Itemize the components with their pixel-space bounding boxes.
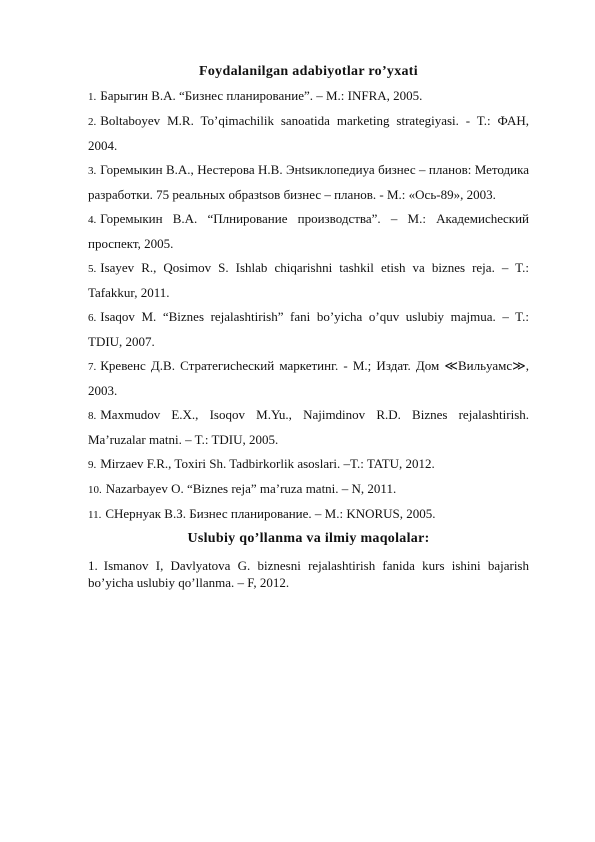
reference-number: 5. xyxy=(88,263,97,275)
reference-number: 9. xyxy=(88,459,97,471)
tutorial-item xyxy=(88,557,529,591)
tutorial-list xyxy=(88,557,529,591)
reference-item xyxy=(88,305,529,354)
tutorial-text: Ismanov I, Davlyatova G. biznesni rejalashtirish fanida kurs ishini bajarish bo’yicha uslubiy qo’llanma. – F, 2012. xyxy=(88,558,529,590)
reference-text: Maxmudov E.X., Isoqov M.Yu., Najimdinov R.D. Biznes rejalashtirish. Ma’ruzalar matni. – T.: TDIU, 2005. xyxy=(88,407,529,447)
document-page xyxy=(88,60,529,591)
reference-number: 8. xyxy=(88,410,97,422)
reference-item xyxy=(88,502,529,527)
reference-number: 1. xyxy=(88,91,97,103)
reference-number: 6. xyxy=(88,312,97,324)
reference-text: Кревенс Д.В. Стратегиcheский маркетинг. - М.; Издат. Дом ≪Вильуамс≫, 2003. xyxy=(88,358,529,398)
reference-number: 4. xyxy=(88,214,97,226)
references-heading: Foydalanilgan adabiyotlar ro’yxati xyxy=(199,64,418,79)
reference-item xyxy=(88,158,529,207)
reference-number: 7. xyxy=(88,361,97,373)
reference-text: Барыгин В.А. “Бизнес планирование”. – М.: INFRA, 2005. xyxy=(100,88,423,103)
reference-list xyxy=(88,84,529,527)
tutorials-heading: Uslubiy qo’llanma va ilmiy maqolalar: xyxy=(187,531,430,546)
reference-number: 2. xyxy=(88,116,97,128)
reference-number: 11. xyxy=(88,509,102,521)
reference-item xyxy=(88,109,529,158)
reference-text: Boltaboyev M.R. To’qimachilik sanoatida marketing strategiyasi. - T.: ФАН, 2004. xyxy=(88,113,529,153)
reference-text: Isayev R., Qosimov S. Ishlab chiqarishni tashkil etish va biznes reja. – T.: Tafakkur, 2011. xyxy=(88,260,529,300)
reference-number: 10. xyxy=(88,484,102,496)
tutorial-number: 1. xyxy=(88,558,98,573)
reference-text: CHернуак В.З. Бизнес планирование. – М.: KNORUS, 2005. xyxy=(105,506,436,521)
reference-item xyxy=(88,403,529,452)
reference-item xyxy=(88,207,529,256)
reference-item xyxy=(88,354,529,403)
reference-text: Nazarbayev O. “Biznes reja” ma’ruza matni. – N, 2011. xyxy=(105,481,397,496)
reference-number: 3. xyxy=(88,165,97,177)
reference-text: Горемыкин В.А. “Плнирование производства”. – М.: Академиcheский проспект, 2005. xyxy=(88,211,529,251)
reference-text: Isaqov M. “Biznes rejalashtirish” fani bo’yicha o’quv uslubiy majmua. – T.: TDIU, 2007. xyxy=(88,309,529,349)
reference-item xyxy=(88,477,529,502)
reference-item xyxy=(88,256,529,305)
reference-text: Mirzaev F.R., Toxiri Sh. Tadbirkorlik asoslari. –T.: TATU, 2012. xyxy=(100,456,435,471)
reference-item xyxy=(88,84,529,109)
reference-text: Горемыкин В.А., Нестерова Н.В. Энtsиклопедиуа бизнес – планов: Методика разработки. 75 реальных образtsов бизнес – планов. - М.: «Ось-89», 2003. xyxy=(88,162,529,202)
reference-item xyxy=(88,452,529,477)
